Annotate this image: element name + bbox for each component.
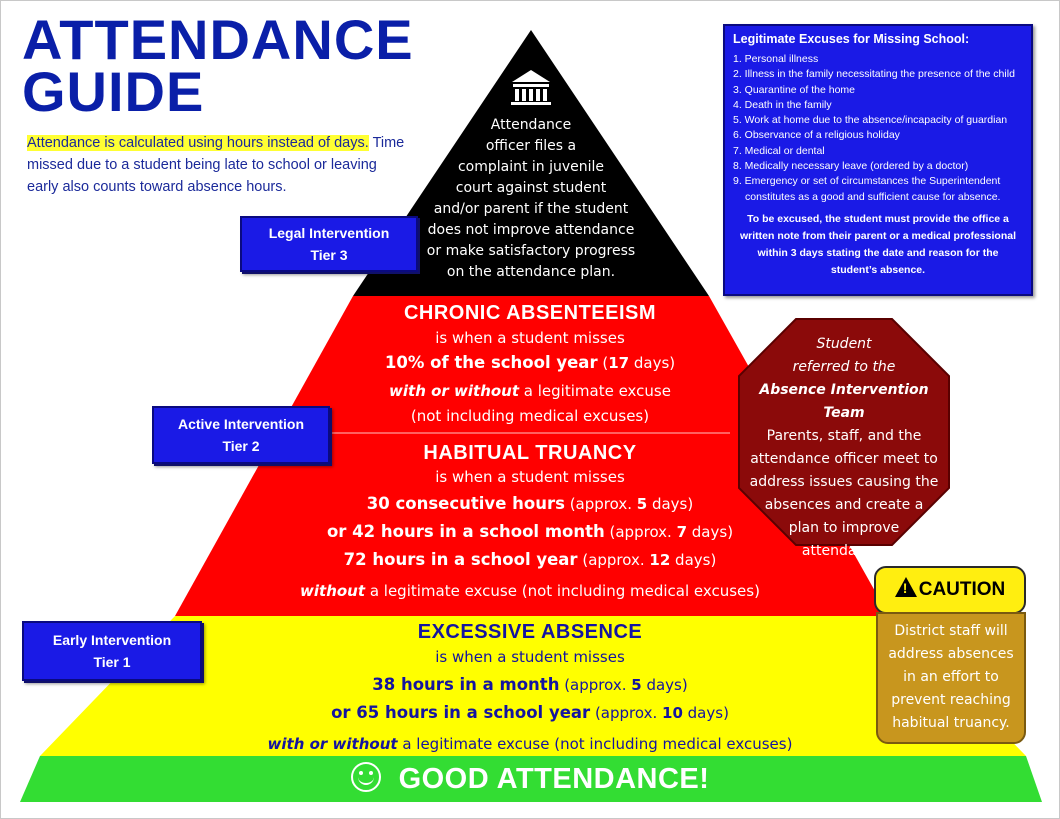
habitual-row (270, 490, 790, 518)
excuse-item: 9. Emergency or set of circumstances the Superintendent (733, 175, 1001, 188)
habitual-row (270, 546, 790, 574)
habitual-row-num: 12 (649, 551, 671, 569)
excuse-item: 1. Personal illness (733, 53, 819, 65)
excessive-row-pre: (approx. (590, 704, 663, 722)
caution-body (876, 612, 1026, 744)
excuses-heading: Legitimate Excuses for Missing School: (733, 32, 970, 46)
caution-label: CAUTION (918, 579, 1006, 600)
tier-2-title: Active Intervention (177, 416, 305, 432)
team-body-line: absences and create a (764, 497, 924, 513)
legal-line: officer files a (485, 138, 577, 154)
chronic-threshold (330, 350, 730, 376)
caution-line: District staff will (894, 623, 1008, 639)
excuse-item: 4. Death in the family (733, 98, 832, 111)
chronic-days: 17 (608, 354, 630, 372)
excessive-row-post: days) (641, 676, 688, 694)
legal-line: court against student (455, 180, 607, 196)
habitual-sub: is when a student misses (435, 468, 625, 486)
legal-line: on the attendance plan. (446, 264, 616, 280)
caution-line: address absences (888, 646, 1014, 662)
habitual-row-pre: (approx. (564, 495, 637, 513)
habitual-excuse (270, 574, 790, 608)
tier-3-title: Legal Intervention (268, 225, 390, 241)
team-body-line: Parents, staff, and the (766, 428, 922, 444)
title-line-2: GUIDE (22, 60, 205, 123)
good-attendance-banner (20, 756, 1040, 802)
excessive-row-num: 10 (662, 704, 683, 722)
tier-3-number: Tier 3 (310, 247, 348, 263)
legal-line: does not improve attendance (427, 222, 635, 238)
habitual-excuse-em: without (300, 582, 366, 600)
page-title (22, 8, 462, 123)
chronic-absenteeism-section (330, 300, 730, 426)
excuse-item: 2. Illness in the family necessitating the presence of the child (733, 68, 1015, 81)
habitual-row-post: days) (647, 495, 694, 513)
legal-intervention-text (420, 115, 642, 283)
habitual-row-post: days) (670, 551, 717, 569)
excessive-row-post: days) (682, 704, 729, 722)
tier-1-title: Early Intervention (52, 632, 172, 648)
chronic-paren: ( (597, 354, 609, 372)
caution-line: in an effort to (903, 669, 999, 685)
excessive-row (230, 671, 830, 699)
habitual-row-pre: (approx. (577, 551, 650, 569)
team-body-line: attendance. (801, 543, 887, 559)
habitual-row-num: 5 (636, 495, 648, 513)
excuse-item: 3. Quarantine of the home (733, 83, 855, 96)
excuse-item: constitutes as a good and sufficient cause for absence. (745, 190, 1001, 203)
legal-line: complaint in juvenile (457, 159, 605, 175)
chronic-excuse-rest: a legitimate excuse (519, 382, 671, 400)
habitual-excuse-rest: a legitimate excuse (not including medical excuses) (365, 582, 760, 600)
intro-rest: Time missed due to a student being late to school or leaving early also counts toward absence hours. (27, 135, 405, 195)
chronic-paren: days) (629, 354, 676, 372)
chronic-excuse-note: (not including medical excuses) (410, 407, 650, 425)
intro-highlight: Attendance is calculated using hours instead of days. (27, 135, 369, 151)
excessive-row (230, 699, 830, 727)
habitual-row-num: 7 (676, 523, 688, 541)
tier-1-number: Tier 1 (93, 654, 131, 670)
excuse-item: 6. Observance of a religious holiday (733, 129, 900, 142)
team-line-2: referred to the (792, 359, 896, 375)
legal-line: and/or parent if the student (433, 201, 629, 217)
excessive-excuse-rest: a legitimate excuse (not including medical excuses) (397, 735, 793, 753)
caution-line: habitual truancy. (892, 715, 1010, 731)
habitual-truancy-section (270, 440, 790, 608)
chronic-pct: 10% of the school year (384, 353, 598, 372)
habitual-row-bold: 72 hours in a school year (343, 550, 578, 569)
habitual-row-pre: (approx. (604, 523, 677, 541)
excessive-sub: is when a student misses (435, 648, 625, 666)
habitual-row (270, 518, 790, 546)
team-body-line: attendance officer meet to (750, 451, 938, 467)
legal-line: or make satisfactory progress (426, 243, 636, 259)
chronic-heading: CHRONIC ABSENTEEISM (403, 302, 657, 324)
chronic-sub: is when a student misses (435, 329, 625, 347)
excessive-heading: EXCESSIVE ABSENCE (417, 621, 643, 643)
tier-2-number: Tier 2 (222, 438, 260, 454)
excessive-row-bold: 38 hours in a month (372, 675, 560, 694)
excessive-absence-section (230, 619, 830, 761)
tier-1-label (22, 621, 202, 681)
intro-note (27, 132, 407, 198)
team-body-line: address issues causing the (749, 474, 939, 490)
team-line-3: Absence Intervention Team (759, 382, 929, 421)
intervention-team-sign (742, 333, 946, 563)
habitual-row-bold: 30 consecutive hours (366, 494, 565, 513)
caution-line: prevent reaching (891, 692, 1011, 708)
excessive-excuse-em: with or without (267, 735, 398, 753)
habitual-row-bold: or 42 hours in a school month (326, 522, 605, 541)
team-body-line: plan to improve (788, 520, 900, 536)
title-line-1: ATTENDANCE (22, 8, 414, 71)
excuses-footer: To be excused, the student must provide the office a written note from their parent or a medical professional within 3 days stating the date and reason for the student’s absence. (740, 212, 1016, 276)
excessive-row-pre: (approx. (559, 676, 632, 694)
tier-3-label (240, 216, 418, 272)
team-line-1: Student (816, 336, 872, 352)
warning-icon: ! (895, 577, 917, 597)
legal-line: Attendance (490, 117, 572, 133)
excuse-item: 7. Medical or dental (733, 144, 825, 157)
smiley-icon (351, 762, 381, 792)
excuse-item: 8. Medically necessary leave (ordered by a doctor) (733, 160, 969, 173)
excessive-row-bold: or 65 hours in a school year (331, 703, 591, 722)
excuse-item: 5. Work at home due to the absence/incapacity of guardian (733, 114, 1008, 127)
caution-header (874, 566, 1026, 614)
excuses-panel (723, 24, 1033, 296)
excessive-row-num: 5 (631, 676, 642, 694)
chronic-excuse-em: with or without (389, 382, 520, 400)
chronic-excuse (330, 376, 730, 406)
habitual-heading: HABITUAL TRUANCY (423, 442, 637, 464)
good-attendance-label: GOOD ATTENDANCE! (398, 763, 710, 795)
habitual-row-post: days) (687, 523, 734, 541)
